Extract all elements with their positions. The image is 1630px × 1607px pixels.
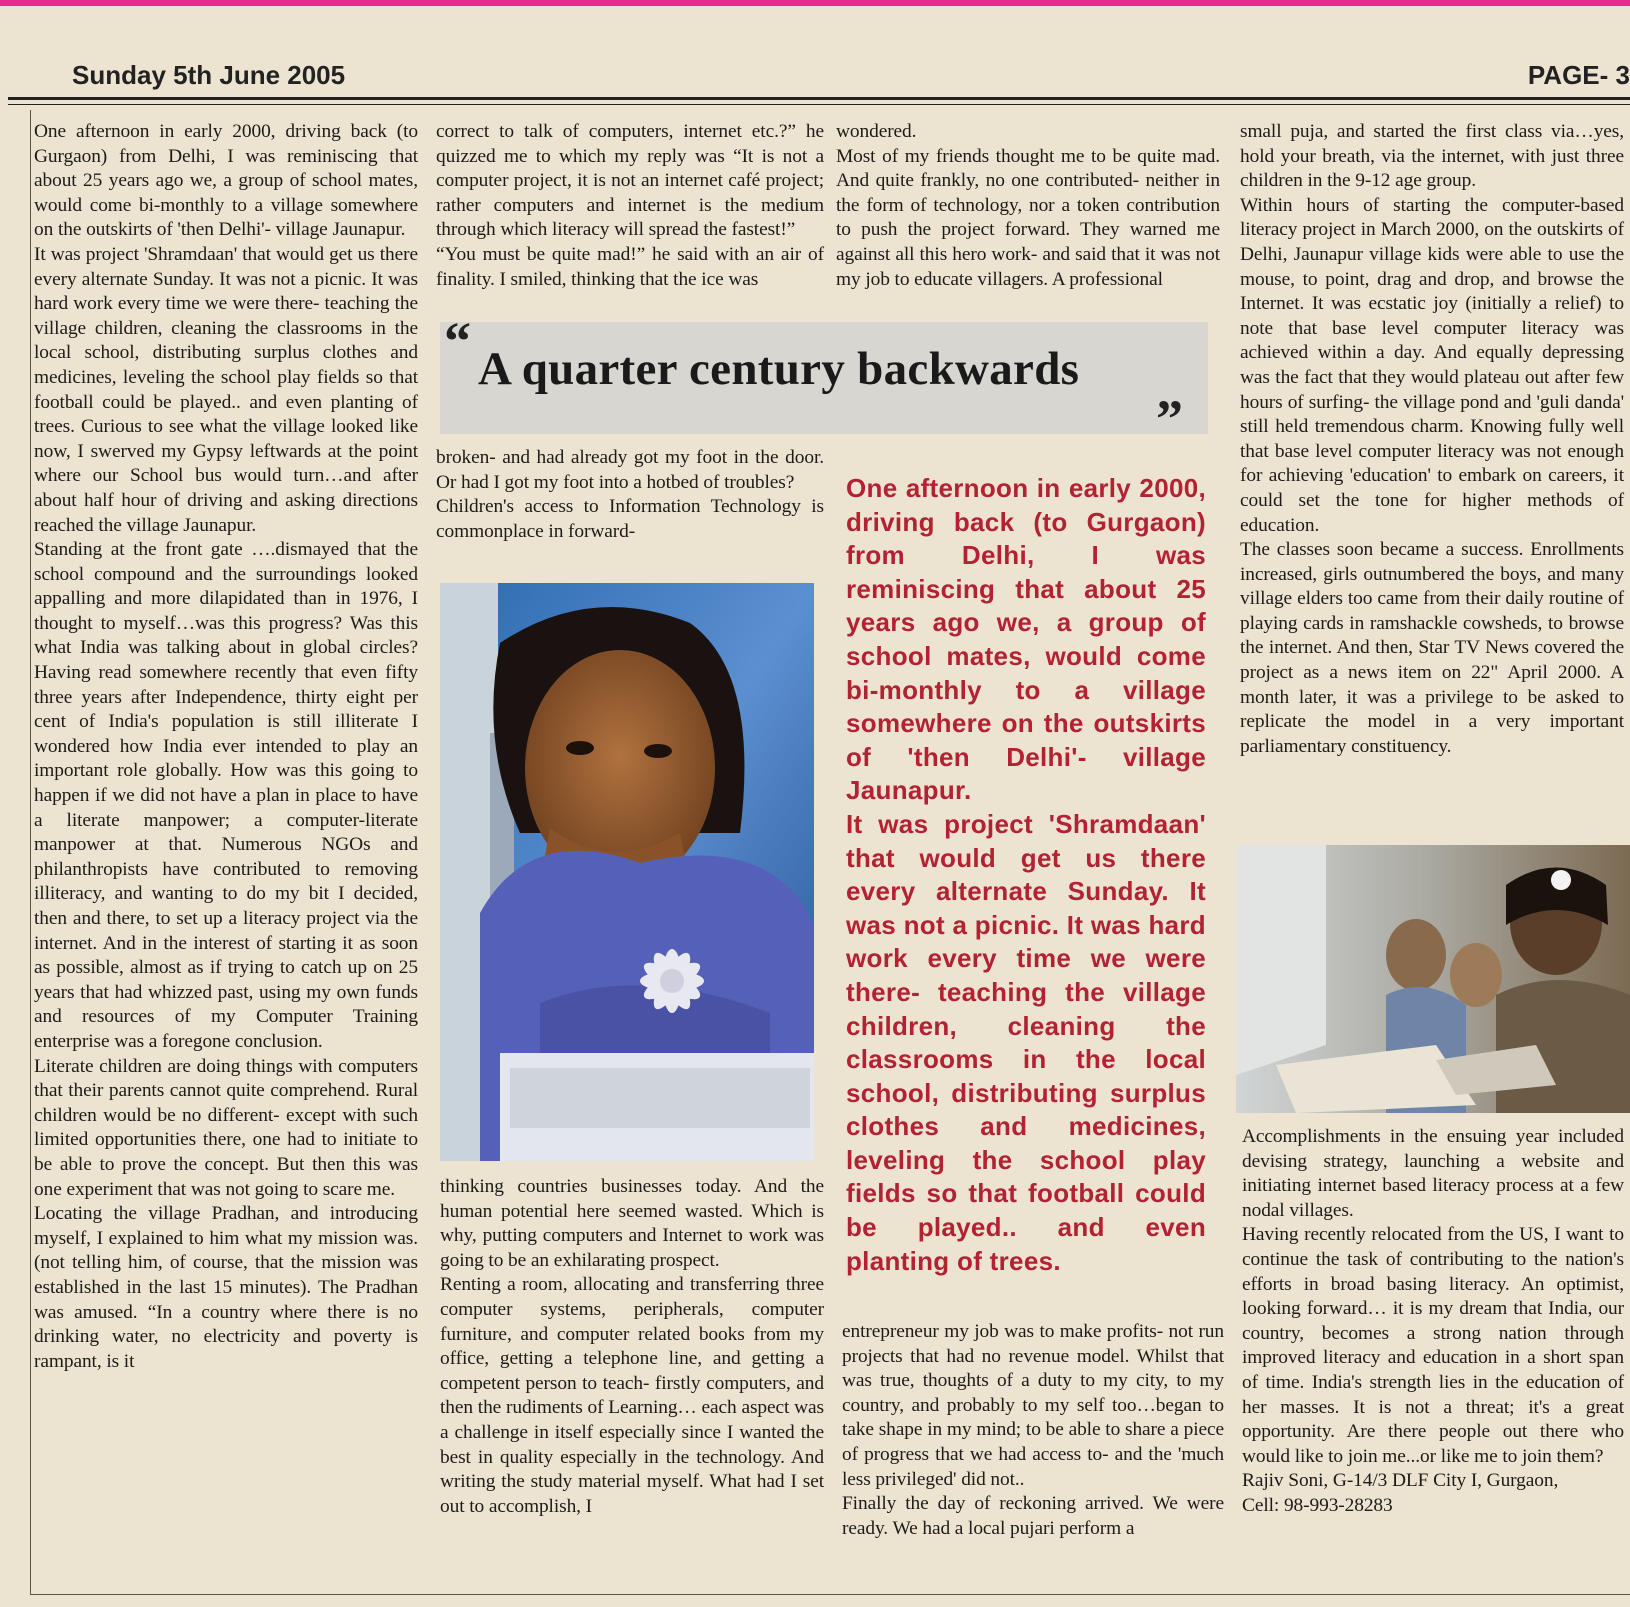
paragraph: correct to talk of computers, internet etc.?” he quizzed me to which my reply was “It is not a computer project, it is not an internet café project; rather computers and internet is the medium through which literacy will spread the fastest!” <box>436 121 824 241</box>
paragraph: Locating the village Pradhan, and introducing myself, I explained to him what my mission was. (not telling him, of course, that the mission was established in the last 15 minutes). The Pradhan was amused. “In a country where there is no drinking water, no electricity and poverty is rampant, is it <box>34 1203 418 1372</box>
author-phone: Cell: 98-993-28283 <box>1242 1494 1393 1516</box>
paragraph: Accomplishments in the ensuing year included devising strategy, launching a website and initiating internet based literacy process at a few nodal villages. <box>1242 1126 1624 1221</box>
paragraph: thinking countries businesses today. And the human potential here seemed wasted. Which is why, putting computers and Internet to work was going to be an exhilarating prospect. <box>440 1176 824 1271</box>
paragraph: Standing at the front gate ….dismayed that the school compound and the surroundings looked appalling and more dilapidated than in 1976, I thought to myself…was this progress? Was this what India was talking about in global circles? Having read somewhere recently that even fifty three years after Independence, thirty eight per cent of India's population is still illiterate I wondered how India ever intended to play an important role globally. How was this going to happen if we did not have a plan in place to have a literate manpower; a computer-literate manpower at that. Numerous NGOs and philanthropists have contributed to removing illiteracy, and wanting to do my bit I decided, then and there, to set up a literacy project via the internet. And in the interest of starting it as soon as possible, almost as if trying to catch up on 25 years that had whizzed past, using my own funds and resources of my Computer Training enterprise was a foregone conclusion. <box>34 539 418 1052</box>
paragraph: One afternoon in early 2000, driving back (to Gurgaon) from Delhi, I was reminiscing that about 25 years ago we, a group of school mates, would come bi-monthly to a village somewhere on the outskirts of 'then Delhi'- village Jaunapur. <box>34 121 418 241</box>
photo-girl-at-computer <box>440 583 814 1161</box>
header-rule-thick <box>8 97 1630 100</box>
issue-date: Sunday 5th June 2005 <box>72 60 346 90</box>
page-number: PAGE- 3 <box>1527 60 1630 90</box>
article-column-4-top <box>1240 120 1624 759</box>
article-column-2-top <box>436 120 824 292</box>
article-column-3-bottom <box>842 1320 1224 1541</box>
article-column-2-middle <box>436 446 824 544</box>
close-quote-mark: ” <box>1156 389 1183 449</box>
paragraph: The classes soon became a success. Enrollments increased, girls outnumbered the boys, and many village elders too came from their daily routine of playing cards in ramshackle cowsheds, to browse the internet. And then, Star TV News covered the project as a news item on 22" April 2000. A month later, it was a privilege to be asked to replicate the model in a very important parliamentary constituency. <box>1240 539 1624 757</box>
paragraph: Children's access to Information Technology is commonplace in forward- <box>436 496 824 542</box>
paragraph: small puja, and started the first class via…yes, hold your breath, via the internet, with just three children in the 9-12 age group. <box>1240 121 1624 192</box>
author-signature <box>1242 1469 1624 1518</box>
article-column-4-bottom <box>1242 1125 1624 1519</box>
paragraph: Within hours of starting the computer-based literacy project in March 2000, on the outskirts of Delhi, Jaunapur village kids were able to use the mouse, to point, drag and drop, and browse the Internet. It was ecstatic joy (initially a relief) to note that base level computer literacy was achieved within a day. And equally depressing was the fact that they would plateau out after few hours of surfing- the village pond and 'guli danda' still held tremendous charm. Knowing fully well that base level computer literacy was not enough for achieving 'education' to embark on careers, it could set the tone for higher methods of education. <box>1240 194 1624 536</box>
pull-quote-paragraph: One afternoon in early 2000, driving back (to Gurgaon) from Delhi, I was reminiscing that about 25 years ago we, a group of school mates, would come bi-monthly to a village somewhere on the outskirts of 'then Delhi'- village Jaunapur. <box>846 473 1206 806</box>
article-column-3-top <box>836 120 1220 292</box>
paragraph: Having recently relocated from the US, I want to continue the task of contributing to the nation's efforts in broad basing literacy. An optimist, looking forward… it is my dream that India, our country, becomes a strong nation through improved literacy and education in a short span of time. India's strength lies in the education of her masses. It is not a threat; it's a great opportunity. Are there people out there who would like to join me...or like me to join them? <box>1242 1224 1624 1467</box>
paragraph: “You must be quite mad!” he said with an air of finality. I smiled, thinking that the ice was <box>436 243 824 290</box>
headline: A quarter century backwards <box>478 343 1080 395</box>
author-name-address: Rajiv Soni, G-14/3 DLF City I, Gurgaon, <box>1242 1470 1559 1492</box>
article-column-2-bottom <box>440 1175 824 1519</box>
article-column-1 <box>34 120 418 1374</box>
paragraph: broken- and had already got my foot in the door. Or had I got my foot into a hotbed of troubles? <box>436 447 824 493</box>
paragraph: wondered. <box>836 121 917 142</box>
open-quote-mark: “ <box>444 311 471 371</box>
paragraph: It was project 'Shramdaan' that would get us there every alternate Sunday. It was not a picnic. It was hard work every time we were there- teaching the village children, cleaning the classrooms in the local school, distributing surplus clothes and medicines, leveling the school play fields so that football could be played.. and even planting of trees. Curious to see what the village looked like now, I swerved my Gypsy leftwards at the point where our School bus would turn…and after about half hour of driving and asking directions reached the village Jaunapur. <box>34 243 418 536</box>
paragraph: entrepreneur my job was to make profits- not run projects that had no revenue model. Whilst that was true, thoughts of a duty to my city, to my country, and probably to my self too…began to take shape in my mind; to be able to share a piece of progress that we had access to- and the 'much less privileged' did not.. <box>842 1321 1224 1490</box>
header-rule-thin <box>8 104 1630 105</box>
paragraph: Finally the day of reckoning arrived. We were ready. We had a local pujari perform a <box>842 1493 1224 1539</box>
paragraph: Renting a room, allocating and transferring three computer systems, peripherals, computer furniture, and computer related books from my office, getting a telephone line, and getting a competent person to teach- firstly computers, and then the rudiments of Learning… each aspect was a challenge in itself especially since I wanted the best in quality especially in the technology. And writing the study material myself. What had I set out to accomplish, I <box>440 1274 824 1517</box>
pull-quote-paragraph: It was project 'Shramdaan' that would get us there every alternate Sunday. It was not a picnic. It was hard work every time we were there- teaching the village children, cleaning the classrooms in the local school, distributing surplus clothes and medicines, leveling the school play fields so that football could be played.. and even planting of trees. <box>846 808 1206 1276</box>
paragraph: Literate children are doing things with computers that their parents cannot quite comprehend. Rural children would be no different- except with such limited opportunities there, one had to initiate to be able to prove the concept. But then this was one experiment that was not going to scare me. <box>34 1055 418 1200</box>
photo-children-at-computers <box>1236 845 1630 1113</box>
pull-quote <box>846 472 1206 1278</box>
paragraph: Most of my friends thought me to be quite mad. And quite frankly, no one contributed- neither in the form of technology, nor a token contribution to push the project forward. They warned me against all this hero work- and said that it was not my job to educate villagers. A professional <box>836 145 1220 290</box>
top-color-band <box>0 0 1630 6</box>
